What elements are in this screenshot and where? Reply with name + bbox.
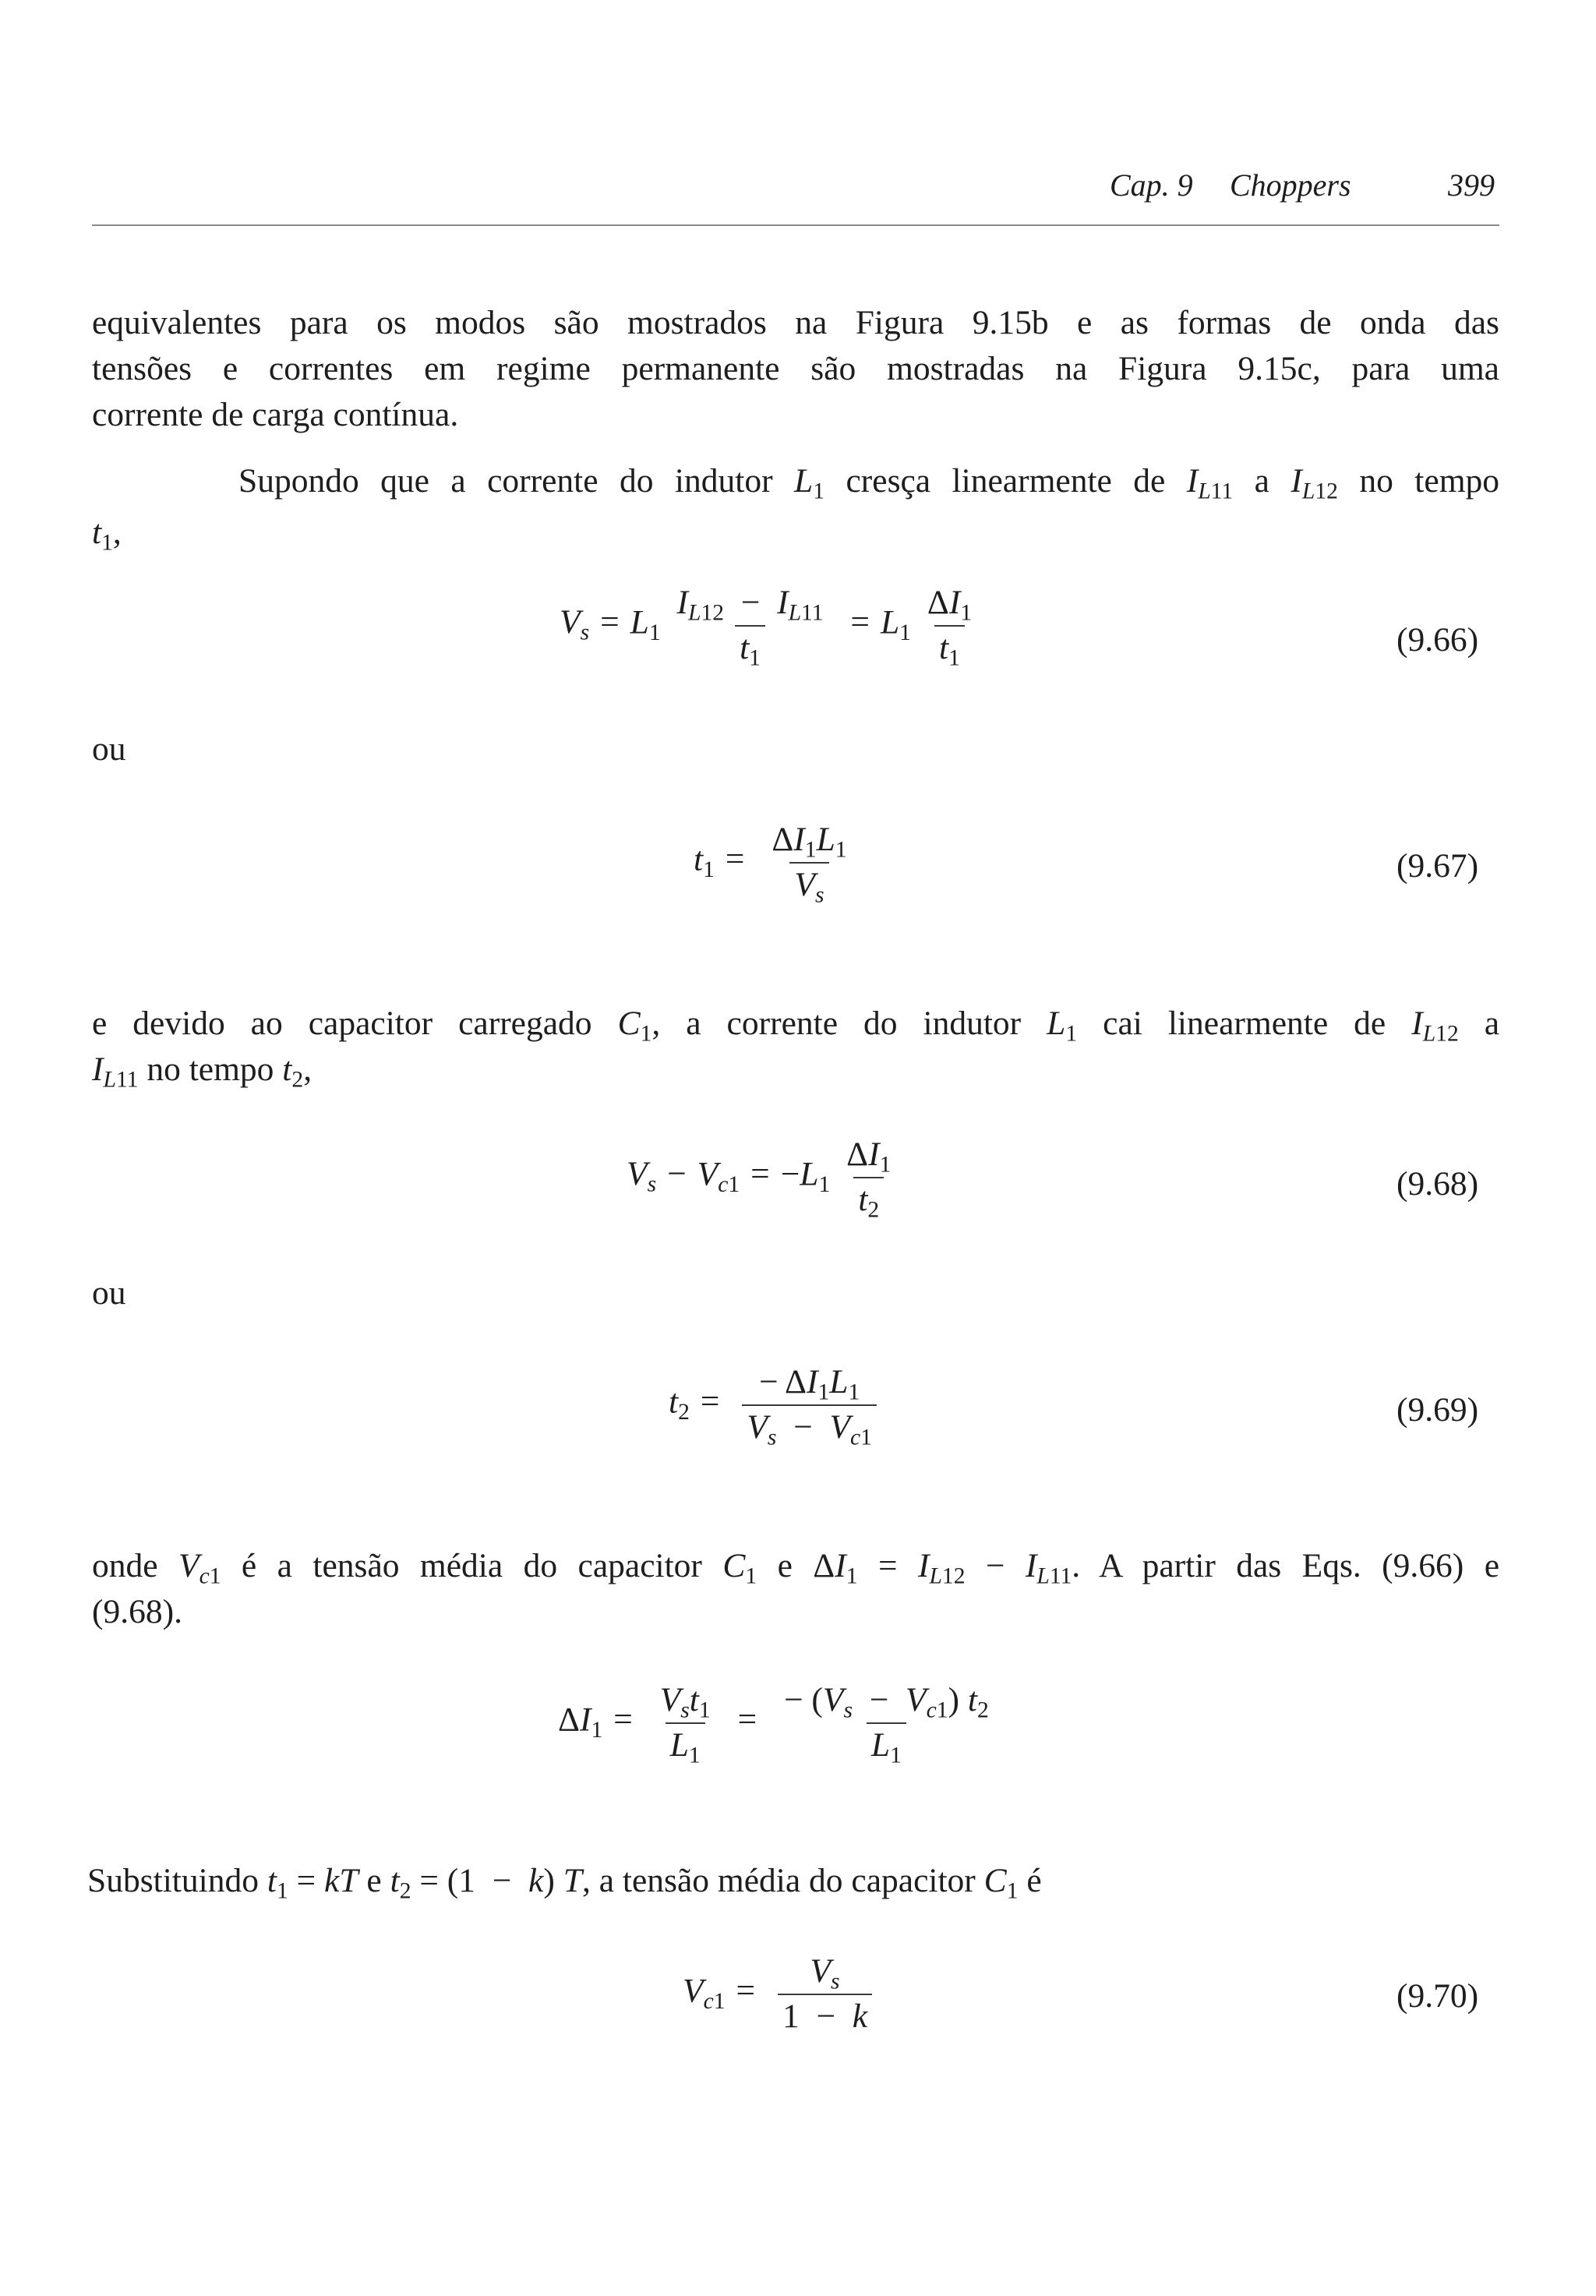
text-fragment: no tempo [147,1051,274,1088]
equation-9-66: $V_s = L_1$ $\frac{I_{L12} - I_{L11}}{t_1}$ = $L_1$ $\frac{\Delta I_1}{t_1}$ [560,584,973,670]
text-fragment: é a tensão média do capacitor [241,1547,702,1584]
header-rule [92,224,1499,226]
text-line: corrente de carga contínua. [92,396,459,433]
equation-9-70: $V_{c1}$ = $\frac{V_s}{1 - k}$ [683,1955,875,2033]
text-fragment: (9.68). [92,1593,182,1630]
equation-number: (9.68) [1396,1165,1479,1203]
equation-9-69: $t_2$ = $\frac{- \Delta I_1L_1}{V_s - V_{c1}}$ [669,1365,880,1444]
text-fragment: e devido ao capacitor carregado [92,1005,592,1042]
equation-number: (9.69) [1396,1391,1479,1429]
running-header-title: Choppers [1230,168,1351,203]
text-line: equivalentes para os modos são mostrados na Figura 9.15b e as formas de onda das [92,304,1499,341]
equation-number: (9.70) [1396,1977,1479,2015]
text-ou: ou [92,730,126,768]
text-fragment: , a tensão média do capacitor [581,1862,976,1899]
paragraph-average-voltage: onde $V_{c1}$ é a tensão média do capacitor $C_1$ e $\Delta I_1 = I_{L12} - I_{L11}$. A partir das Eqs. (9.66) e (9.68). [92,1543,1499,1635]
text-ou: ou [92,1274,126,1312]
paragraph-intro [92,300,1499,438]
text-fragment: é [1026,1862,1042,1899]
text-fragment: cai linearmente de [1103,1005,1386,1042]
text-fragment: e [366,1862,382,1899]
paragraph-assumption: Supondo que a corrente do indutor $L_1$ cresça linearmente de $I_{L11}$ a $I_{L12}$ no tempo [238,462,1500,504]
text-line: tensões e correntes em regime permanente são mostradas na Figura 9.15c, para uma [92,350,1499,387]
text-fragment: no tempo [1359,462,1500,500]
text-fragment: a [1484,1005,1500,1042]
text-fragment: a [1254,462,1269,500]
page-number: 399 [1448,168,1495,203]
text-fragment: e [777,1547,793,1584]
equation-number: (9.66) [1396,621,1479,659]
text-fragment: Substituindo [87,1862,259,1899]
paragraph-substitution: Substituindo $t_1$ = kT e $t_2 = (1 - k)$ T, a tensão média do capacitor $C_1$ é [87,1862,1042,1904]
equation-number: (9.67) [1396,847,1479,885]
text-fragment: Supondo que a corrente do indutor [238,462,773,500]
equation-9-67: $t_1$ = $\frac{\Delta I_1L_1}{V_s}$ [694,821,847,907]
equation-9-68: $V_s - V_{c1} = -L_1$ $\frac{\Delta I_1}{t_2}$ [627,1136,892,1222]
equation-delta-i1: $\Delta I_1$ = $\frac{V_st_1}{L_1}$ = $\frac{- (V_s - V_{c1}) t_2}{L_1}$ [558,1681,989,1768]
running-header-chapter: Cap. 9 [1110,168,1193,203]
variable-t1: $t_1$, [92,514,122,556]
paragraph-capacitor: e devido ao capacitor carregado $C_1$, a corrente do indutor $L_1$ cai linearmente de $I_{L12}$ a $I_{L11}$ no tempo $t_2$, [92,1005,1500,1093]
text-fragment: , a corrente do indutor [651,1005,1022,1042]
text-fragment: onde [92,1547,158,1584]
text-fragment: . A partir das Eqs. (9.66) e [1072,1547,1499,1584]
text-fragment: cresça linearmente de [846,462,1166,500]
